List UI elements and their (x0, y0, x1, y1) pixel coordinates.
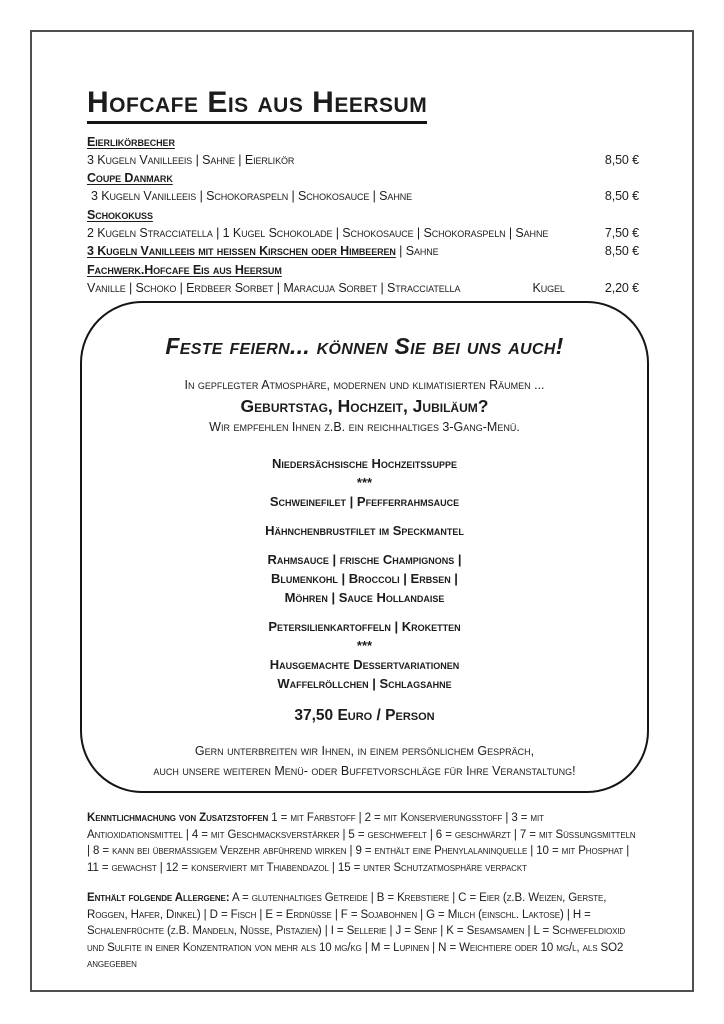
menu-item-description: Vanille | Schoko | Erdbeer Sorbet | Maracuja Sorbet | Stracciatella (87, 280, 461, 295)
page-title: Hofcafe Eis aus Heersum (87, 86, 427, 124)
course-line: Hähnchenbrustfilet im Speckmantel (265, 523, 464, 539)
event-closing (82, 742, 647, 781)
allergens-note (87, 890, 639, 973)
event-closing-line: auch unsere weiteren Menü- oder Buffetvorschläge für Ihre Veranstaltung! (153, 763, 576, 778)
page-content (87, 86, 639, 987)
allergens-label: Enthält folgende Allergene: (87, 892, 230, 905)
course-line: Rahmsauce | frische Champignons | (267, 552, 462, 568)
menu-item-row (87, 151, 639, 169)
menu-item-price: 7,50 € (604, 226, 639, 241)
event-closing-line: Gern unterbreiten wir Ihnen, in einem persönlichem Gespräch, (194, 744, 535, 759)
course-line: Blumenkohl | Broccoli | Erbsen | (271, 571, 458, 587)
course-line: Waffelröllchen | Schlagsahne (277, 676, 452, 692)
page-title-wrap (87, 86, 639, 124)
menu-item-row (87, 242, 639, 260)
course-separator: *** (356, 475, 373, 491)
course-separator: *** (356, 638, 373, 654)
additives-text: 1 = mit Farbstoff | 2 = mit Konservierungsstoff | 3 = mit Antioxidationsmittel | 4 = mit Geschmacksverstärker | 5 = geschwefelt | 6 = geschwärzt | 7 = mit Süßungsmitteln | 8 = kann bei übermäßigem Verzehr abführend wirken | 9 = enthält eine Phenylalaninquelle | 10 = mit Phosphat | 11 = gewachst | 12 = konserviert mit Thiabendazol | 15 = unter Schutzatmosphäre verpackt (87, 812, 636, 874)
menu-category-heading: Coupe Danmark (87, 171, 173, 186)
menu-item-description: 3 Kugeln Vanilleeis | Sahne | Eierlikör (87, 152, 295, 167)
menu-item-price: 8,50 € (604, 152, 639, 167)
menu-item-unit: Kugel (532, 280, 565, 295)
menu-item-description: 3 Kugeln Vanilleeis | Schokoraspeln | Schokosauce | Sahne (91, 189, 413, 204)
ice-cream-menu (87, 133, 639, 298)
menu-category-heading: Fachwerk.Hofcafe Eis aus Heersum (87, 262, 282, 277)
event-headline: Feste feiern... können Sie bei uns auch! (165, 333, 564, 360)
menu-item-row (87, 187, 639, 205)
menu-category-heading: Eierlikörbecher (87, 134, 175, 149)
course-spacer (82, 607, 647, 617)
menu-item-row (87, 279, 639, 297)
event-course-menu (82, 454, 647, 693)
menu-item-suffix: | Sahne (395, 244, 439, 259)
course-line: Petersilienkartoffeln | Kroketten (268, 619, 461, 635)
menu-item-price: 8,50 € (604, 244, 639, 259)
event-recommendation: Wir empfehlen Ihnen z.B. ein reichhaltiges 3-Gang-Menü. (209, 420, 520, 435)
course-spacer (82, 540, 647, 550)
menu-item-description: 2 Kugeln Stracciatella | 1 Kugel Schokolade | Schokosauce | Schokoraspeln | Sahne (87, 226, 549, 241)
menu-item-price: 2,20 € (604, 280, 639, 295)
additives-note (87, 810, 639, 876)
menu-category-heading: Schokokuss (87, 207, 153, 222)
menu-item-highlight: 3 Kugeln Vanilleeis mit heißen Kirschen oder Himbeeren (87, 244, 396, 259)
menu-item-row (87, 224, 639, 242)
menu-item-price: 8,50 € (604, 189, 639, 204)
course-spacer (82, 511, 647, 521)
course-line: Niedersächsische Hochzeitssuppe (272, 456, 457, 472)
allergens-text: A = glutenhaltiges Getreide | B = Krebstiere | C = Eier (z.B. Weizen, Gerste, Roggen, Hafer, Dinkel) | D = Fisch | E = Erdnüsse | F = Sojabohnen | G = Milch (einschl. Laktose) | H = Schalenfrüchte (z.B. Mandeln, Nüsse, Pistazien) | I = Sellerie | J = Senf | K = Sesamsamen | L = Schwefeldioxid und Sulfite in einer Konzentration von mehr als 10 mg/kg | M = Lupinen | N = Weichtiere oder 10 mg/l, als SO2 angegeben (87, 892, 626, 971)
event-occasions: Geburtstag, Hochzeit, Jubiläum? (240, 396, 489, 417)
page-border-frame (30, 30, 694, 992)
course-line: Möhren | Sauce Hollandaise (284, 590, 445, 606)
footnotes (87, 810, 639, 973)
course-line: Schweinefilet | Pfefferrahmsauce (269, 494, 460, 510)
course-line: Hausgemachte Dessertvariationen (269, 657, 460, 673)
event-intro: In gepflegter Atmosphäre, modernen und klimatisierten Räumen ... (184, 378, 545, 393)
event-price-per-person: 37,50 Euro / Person (294, 707, 435, 725)
event-promo-box (80, 301, 649, 793)
additives-label: Kenntlichmachung von Zusatzstoffen (87, 812, 269, 825)
menu-item-description (87, 242, 595, 260)
